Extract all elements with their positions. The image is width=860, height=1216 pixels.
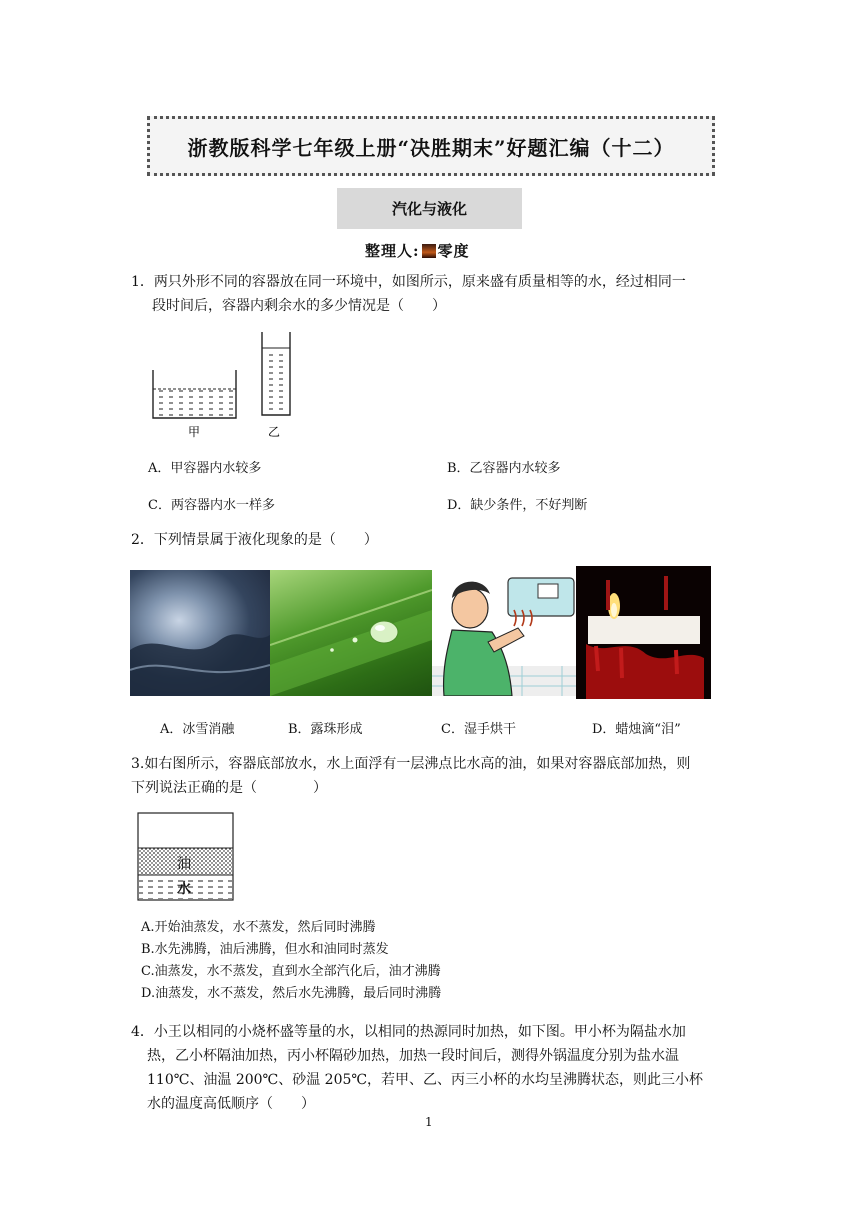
- q3-option-a: A.开始油蒸发，水不蒸发，然后同时沸腾: [141, 920, 376, 935]
- figure-label-water: 水: [177, 881, 191, 897]
- dew-on-leaf-photo: [270, 570, 432, 696]
- question-2-line-1: 2．下列情景属于液化现象的是（ ）: [131, 532, 378, 548]
- figure-label-yi: 乙: [268, 425, 281, 439]
- question-1-line-2: 段时间后，容器内剩余水的多少情况是（ ）: [152, 298, 446, 314]
- container-jia: [153, 370, 236, 418]
- question-3-figure: [137, 812, 237, 904]
- page-number: 1: [425, 1115, 433, 1129]
- candle-wax-photo: [576, 566, 711, 699]
- q1-option-b: B．乙容器内水较多: [447, 461, 561, 476]
- question-3-line-2: 下列说法正确的是（ ）: [131, 780, 327, 796]
- figure-label-jia: 甲: [188, 425, 201, 439]
- q2-option-b: B．露珠形成: [288, 722, 363, 737]
- author-name: 零度: [437, 242, 470, 260]
- document-title: 浙教版科学七年级上册“决胜期末”好题汇编（十二）: [147, 116, 715, 176]
- question-4-line-3: 110℃、油温 200℃、砂温 205℃，若甲、乙、丙三小杯的水均呈沸腾状态，则此三小杯: [147, 1072, 704, 1088]
- q1-option-c: C．两容器内水一样多: [148, 498, 275, 513]
- question-1-figure: [148, 328, 298, 443]
- icy-stream-photo: [130, 570, 270, 696]
- q1-option-d: D．缺少条件，不好判断: [447, 498, 588, 513]
- hand-dryer-cartoon: [432, 570, 576, 696]
- author-prefix: 整理人:: [365, 242, 420, 260]
- sunset-avatar-icon: [422, 244, 436, 258]
- q3-option-d: D.油蒸发，水不蒸发，然后水先沸腾，最后同时沸腾: [141, 986, 442, 1001]
- container-yi: [262, 332, 290, 415]
- question-4-line-4: 水的温度高低顺序（ ）: [147, 1096, 315, 1112]
- question-4-line-1: 4．小王以相同的小烧杯盛等量的水，以相同的热源同时加热，如下图。甲小杯为隔盐水加: [131, 1024, 686, 1040]
- q3-option-c: C.油蒸发，水不蒸发，直到水全部汽化后，油才沸腾: [141, 964, 441, 979]
- q3-option-b: B.水先沸腾，油后沸腾，但水和油同时蒸发: [141, 942, 389, 957]
- q2-option-a: A．冰雪消融: [160, 722, 235, 737]
- question-1-line-1: 1．两只外形不同的容器放在同一环境中，如图所示，原来盛有质量相等的水，经过相同一: [131, 274, 686, 290]
- figure-label-oil: 油: [177, 856, 191, 872]
- question-3-line-1: 3.如右图所示，容器底部放水，水上面浮有一层沸点比水高的油，如果对容器底部加热，则: [131, 756, 691, 772]
- q2-option-d: D．蜡烛滴“泪”: [592, 722, 681, 737]
- question-4-line-2: 热，乙小杯隔油加热，丙小杯隔砂加热，加热一段时间后，测得外锅温度分别为盐水温: [147, 1048, 679, 1064]
- author-line: [365, 240, 470, 261]
- section-subtitle: 汽化与液化: [337, 188, 522, 229]
- q1-option-a: A．甲容器内水较多: [148, 461, 262, 476]
- q2-option-c: C．湿手烘干: [441, 722, 516, 737]
